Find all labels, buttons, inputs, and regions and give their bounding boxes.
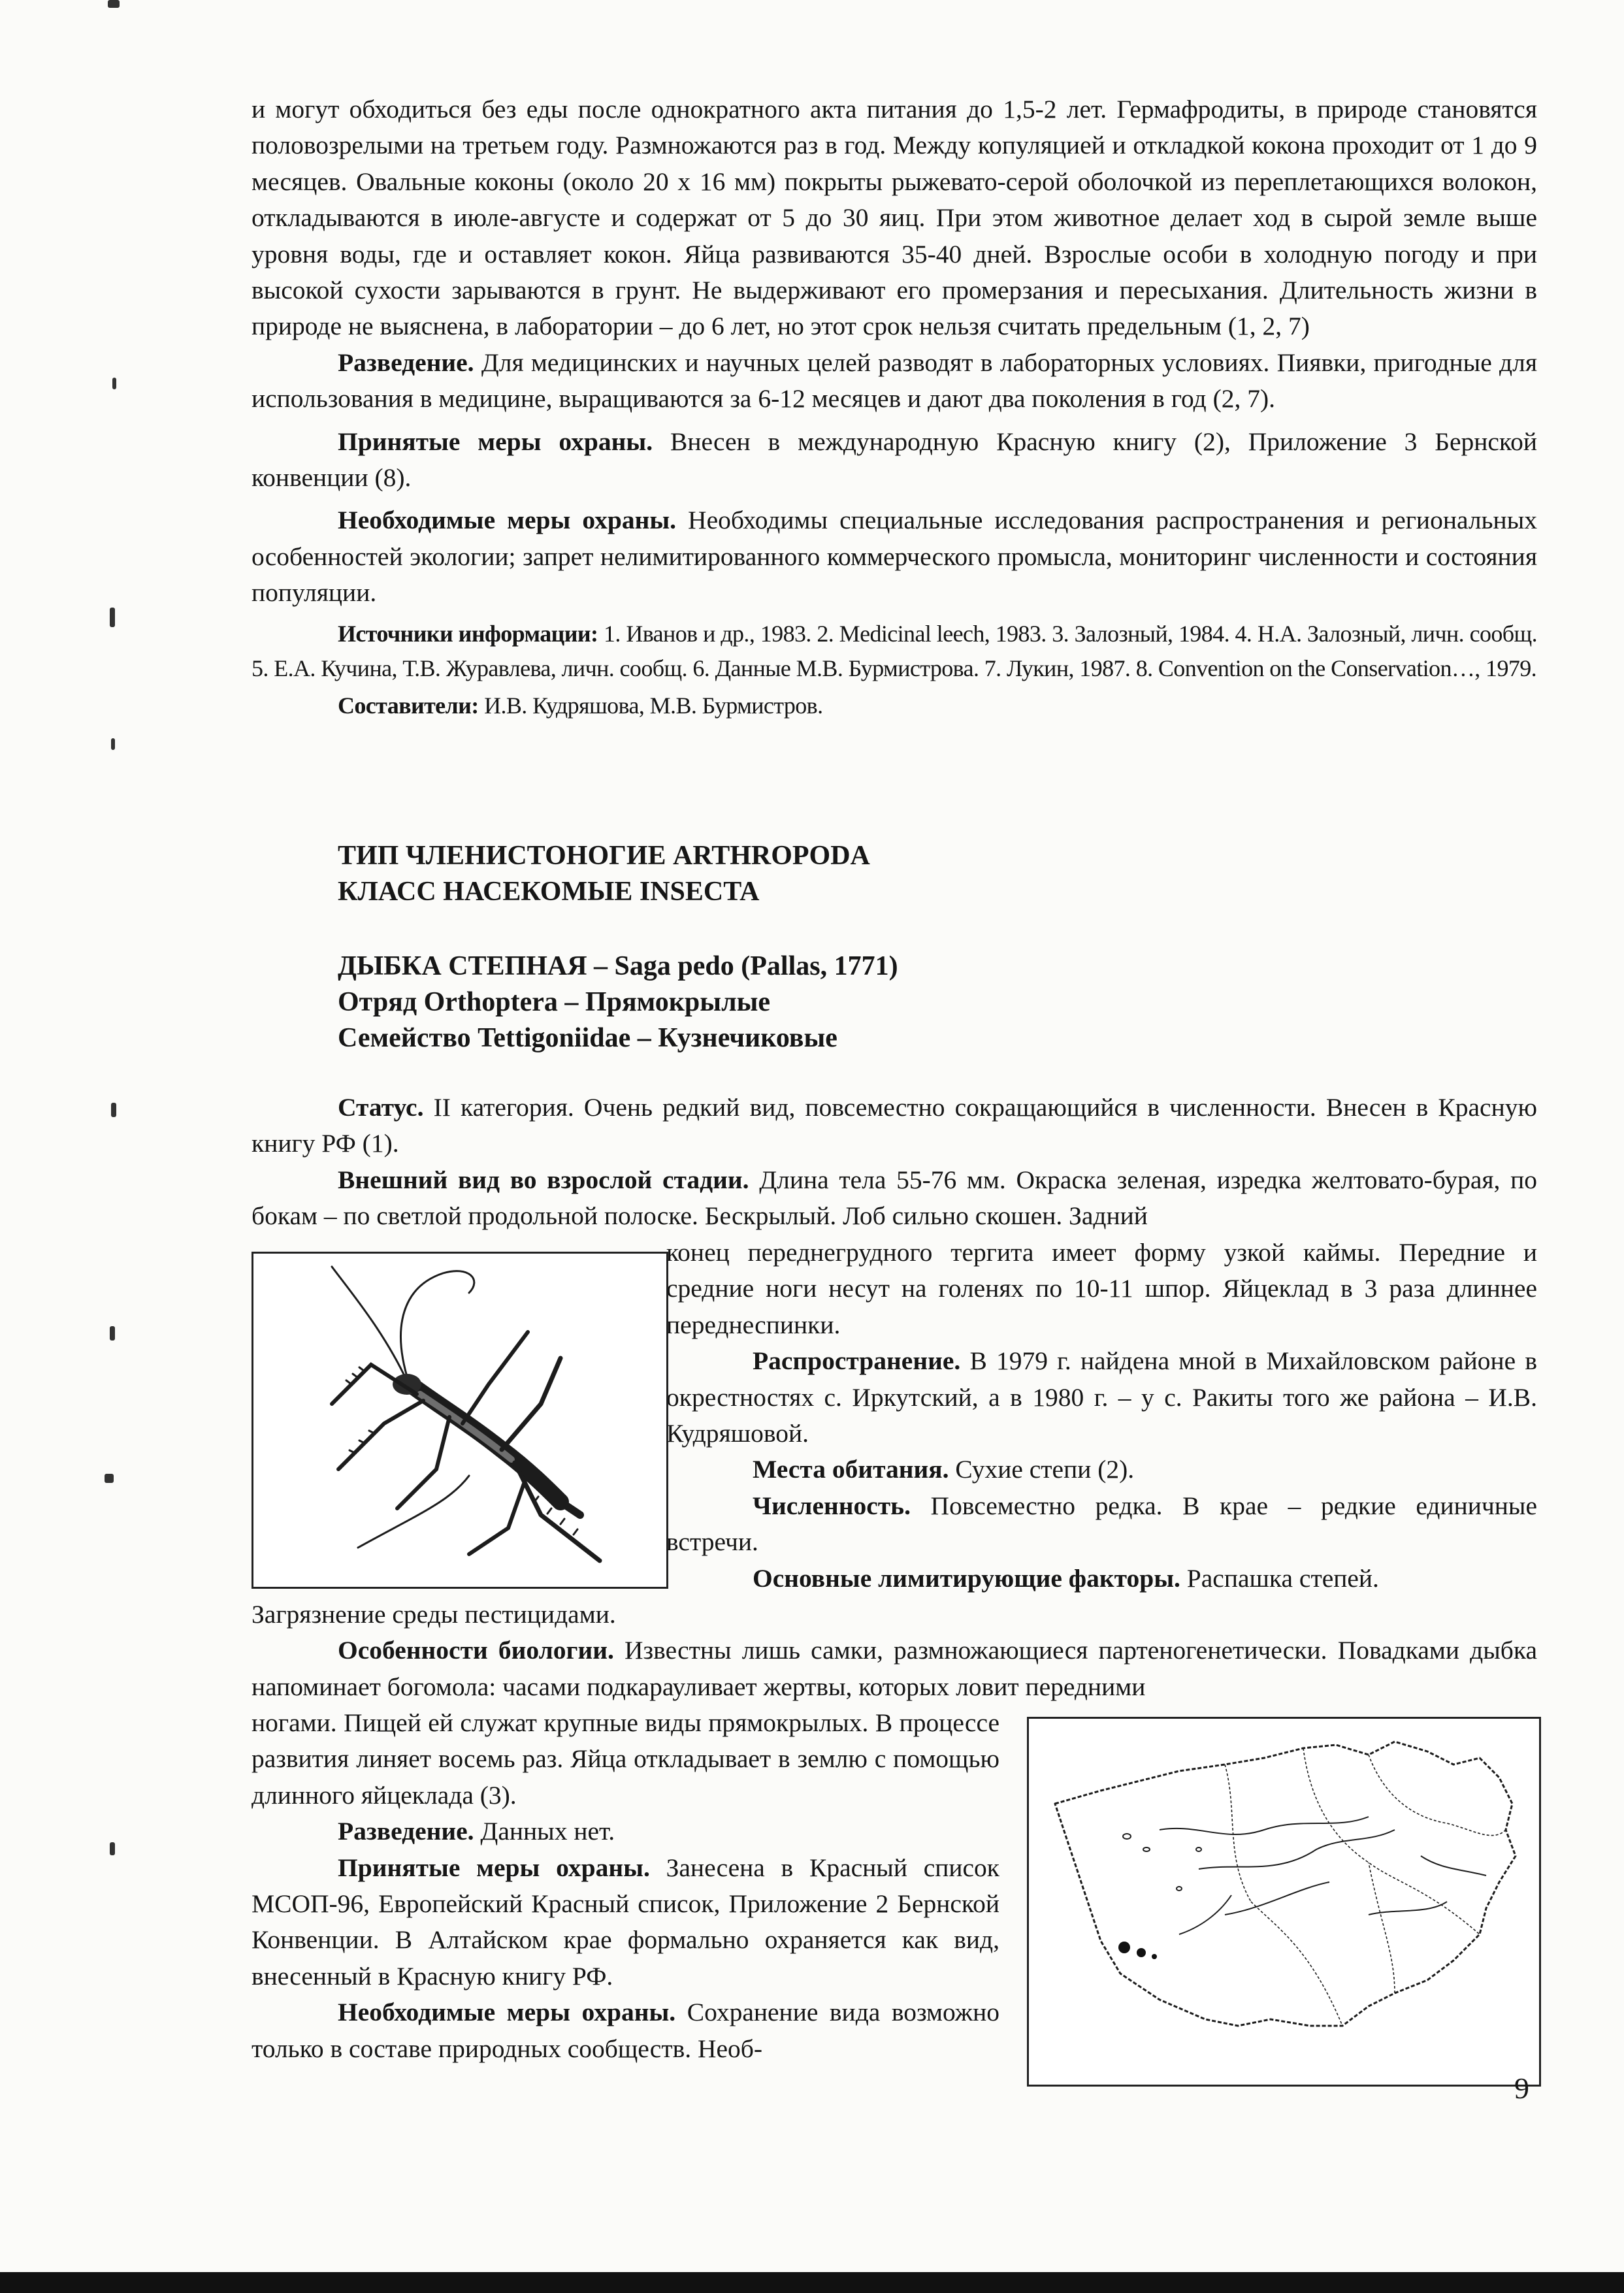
saga-section-top (252, 1090, 1537, 1235)
saga-measures-taken (252, 1850, 999, 1995)
distribution-map (1027, 1717, 1541, 2087)
insect-figure (252, 1252, 668, 1589)
saga-breeding-text: Данных нет. (474, 1817, 615, 1846)
saga-wrap-left (252, 1705, 999, 2067)
leech-measures-taken-text: Внесен в международную Красную книгу (2), Приложение 3 Бернской конвенции (8). (252, 427, 1537, 493)
saga-measures-taken-label: Принятые меры охраны. (338, 1853, 650, 1882)
intro-paragraph: и могут обходиться без еды после однократного акта питания до 1,5-2 лет. Гермафродиты, в природе становятся половозрелыми на третьем году. Размножаются раз в год. Между копуляцией и откладкой кокона проходит от 1 до 9 месяцев. Овальные коконы (около 20 х 16 мм) покрыты рыжевато-серой оболочкой из переплетающихся волокон, откладываются в июле-августе и содержат от 5 до 30 яиц. При этом животное делает ход в сырой земле выше уровня воды, где и оставляет кокон. Яйца развиваются 35-40 дней. Взрослые особи в холодную погоду и при высокой сухости зарываются в грунт. Не выдерживают его промерзания и пересыхания. Длительность жизни в природе не выяснена, в лаборатории – до 6 лет, но этот срок нельзя считать предельным (1, 2, 7) (252, 95, 1537, 341)
scan-mark (108, 0, 120, 8)
leech-breeding-text: Для медицинских и научных целей разводят в лабораторных условиях. Пиявки, пригодные для использования в медицине, выращиваются за 6-12 месяцев и дают два поколения в год (2, 7). (252, 348, 1537, 414)
scan-mark (111, 1103, 116, 1117)
saga-habitat (666, 1452, 1537, 1488)
saga-measures-needed-label: Необходимые меры охраны. (338, 1998, 676, 2027)
scan-mark (110, 1842, 115, 1855)
leech-authors-label: Составители: (338, 692, 479, 719)
saga-abundance-label: Численность. (753, 1491, 911, 1520)
leech-measures-needed-text: Необходимы специальные исследования распространения и региональных особенностей экологии; запрет нелимитированного коммерческого промысла, мониторинг численности и состояния популяции. (252, 506, 1537, 608)
leech-authors-text: И.В. Кудряшова, М.В. Бурмистров. (478, 692, 823, 719)
page-number: 9 (1514, 2072, 1529, 2105)
saga-status (252, 1090, 1537, 1162)
leech-measures-needed (252, 502, 1537, 611)
record-point (1152, 1954, 1157, 1959)
saga-measures-taken-text: Занесена в Красный список МСОП-96, Европейский Красный список, Приложение 2 Бернской Конвенции. В Алтайском крае формально охраняется как вид, внесенный в Красную книгу РФ. (252, 1853, 999, 1991)
saga-breeding-label: Разведение. (338, 1817, 474, 1846)
saga-appearance-continued: конец переднегрудного тергита имеет форму узкой каймы. Передние и средние ноги несут на голенях по 10-11 шпор. Яйцеклад в 3 раза длиннее переднеспинки. (666, 1238, 1537, 1339)
saga-pedo-illustration (253, 1254, 666, 1587)
saga-habitat-text: Сухие степи (2). (949, 1455, 1135, 1484)
species-heading-name: ДЫБКА СТЕПНАЯ – Saga pedo (Pallas, 1771) (338, 951, 898, 981)
record-point (1118, 1942, 1130, 1953)
record-point (1137, 1948, 1146, 1957)
saga-appearance-label: Внешний вид во взрослой стадии. (338, 1165, 749, 1194)
saga-habitat-label: Места обитания. (753, 1455, 949, 1484)
saga-limiting (666, 1561, 1537, 1597)
section-heading-class: КЛАСС НАСЕКОМЫЕ INSECTA (338, 877, 760, 907)
leech-measures-taken (252, 424, 1537, 496)
leech-sources (252, 617, 1537, 686)
saga-abundance-text: Повсеместно редка. В крае – редкие единичные встречи. (666, 1491, 1537, 1557)
saga-distribution-label: Распространение. (753, 1346, 961, 1376)
species-heading-order: Отряд Orthoptera – Прямокрылые (338, 987, 771, 1017)
species-heading-family: Семейство Tettigoniidae – Кузнечиковые (338, 1023, 837, 1053)
section-heading-type: ТИП ЧЛЕНИСТОНОГИЕ ARTHROPODA (338, 841, 870, 871)
scan-mark (112, 378, 116, 389)
saga-breeding (252, 1813, 999, 1849)
saga-biology-text-1: Известны лишь самки, размножающиеся партеногенетически. Повадками дыбка напоминает богомола: часами подкарауливает жертвы, которых ловит передними (252, 1636, 1537, 1701)
saga-biology-continued: ногами. Пищей ей служат крупные виды прямокрылых. В процессе развития линяет восемь раз. Яйца откладывает в землю с помощью длинного яйцеклада (3). (252, 1708, 999, 1810)
saga-limiting-label: Основные лимитирующие факторы. (753, 1563, 1180, 1593)
saga-appearance-text-1: Длина тела 55-76 мм. Окраска зеленая, изредка желтовато-бурая, по бокам – по светлой продольной полоске. Бескрылый. Лоб сильно скошен. Задний (252, 1165, 1537, 1231)
saga-abundance (666, 1488, 1537, 1561)
saga-status-label: Статус. (338, 1093, 424, 1122)
altai-krai-map (1029, 1719, 1539, 2085)
leech-sources-text: 1. Иванов и др., 1983. 2. Medicinal leech, 1983. 3. Залозный, 1984. 4. Н.А. Залозный, личн. сообщ. 5. Е.А. Кучина, Т.В. Журавлева, личн. сообщ. 6. Данные М.В. Бурмистрова. 7. Лукин, 1987. 8. Convention on the Conservation…, 1979. (252, 620, 1537, 681)
scan-mark (105, 1474, 114, 1483)
leech-section (252, 91, 1537, 723)
saga-distribution-text: В 1979 г. найдена мной в Михайловском районе в окрестностях с. Иркутский, а в 1980 г. – у с. Ракиты того же района – И.В. Кудряшовой. (666, 1346, 1537, 1448)
saga-biology (252, 1633, 1537, 1705)
leech-measures-needed-label: Необходимые меры охраны. (338, 506, 677, 535)
saga-wrap-right (666, 1235, 1537, 1597)
scan-mark (110, 1326, 115, 1341)
saga-section-middle (252, 1597, 1537, 1705)
leech-measures-taken-label: Принятые меры охраны. (338, 427, 653, 456)
leech-sources-label: Источники информации: (338, 620, 598, 647)
leech-authors (252, 689, 1537, 723)
saga-limiting-text-1: Распашка степей. (1180, 1563, 1379, 1593)
saga-distribution (666, 1343, 1537, 1452)
leech-breeding-label: Разведение. (338, 348, 474, 377)
scan-mark (110, 608, 115, 627)
saga-measures-needed-text: Сохранение вида возможно только в составе природных сообществ. Необ- (252, 1998, 999, 2063)
scan-bottom-edge (0, 2272, 1624, 2293)
saga-appearance (252, 1162, 1537, 1235)
saga-measures-needed (252, 1994, 999, 2067)
saga-biology-label: Особенности биологии. (338, 1636, 614, 1665)
saga-limiting-continued: Загрязнение среды пестицидами. (252, 1600, 616, 1629)
leech-breeding (252, 345, 1537, 417)
scan-mark (111, 738, 115, 750)
saga-status-text: II категория. Очень редкий вид, повсеместно сокращающийся в численности. Внесен в Красную книгу РФ (1). (252, 1093, 1537, 1158)
